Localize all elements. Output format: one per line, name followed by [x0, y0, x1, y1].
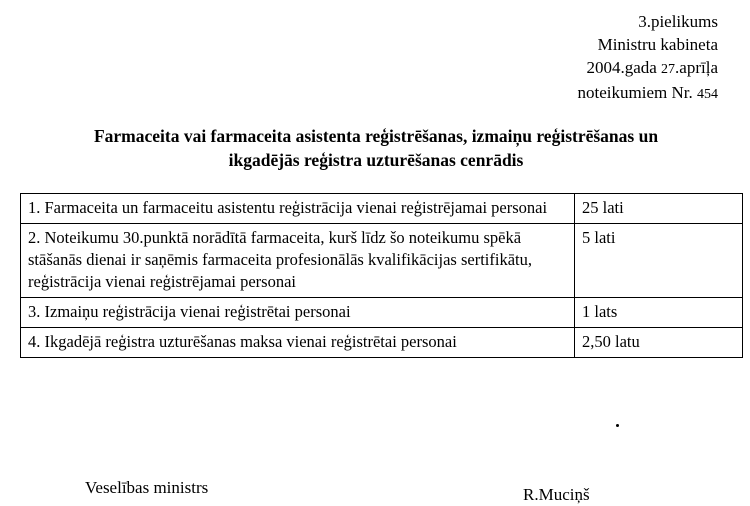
table-cell-description: 2. Noteikumu 30.punktā norādītā farmaceita, kurš līdz šo noteikumu spēkā stāšanās dienai ir saņēmis farmaceita profesionālās kvalifikācijas sertifikātu, reģistrācija vienai reģistrējamai personai: [21, 224, 575, 298]
page-title-line-2: ikgadējās reģistra uzturēšanas cenrādis: [228, 150, 524, 170]
price-table: [20, 193, 743, 358]
table-cell-description: 1. Farmaceita un farmaceitu asistentu reģistrācija vienai reģistrējamai personai: [21, 194, 575, 224]
header-day: 27: [661, 62, 676, 77]
table-row: [21, 224, 743, 298]
table-row: [21, 194, 743, 224]
table-cell-amount: 5 lati: [575, 224, 743, 298]
table-cell-amount: 25 lati: [575, 194, 743, 224]
stray-ink-mark: [616, 424, 619, 427]
header-regulation-number: 454: [697, 87, 718, 102]
table-cell-amount: 1 lats: [575, 298, 743, 328]
document-header: [578, 10, 718, 106]
header-line-attachment: 3.pielikums: [638, 12, 718, 31]
page-title-line-1: Farmaceita vai farmaceita asistenta reģistrēšanas, izmaiņu reģistrēšanas un: [93, 126, 659, 146]
header-line-cabinet: Ministru kabineta: [597, 35, 718, 54]
header-month: .aprīļa: [675, 58, 718, 77]
header-year: 2004.gada: [586, 58, 657, 77]
signature-title: Veselības ministrs: [85, 478, 209, 497]
signature-name: R.Muciņš: [523, 485, 590, 504]
header-line-date: [578, 56, 718, 81]
header-regulation-label: noteikumiem Nr.: [577, 83, 693, 102]
table-cell-description: 4. Ikgadējā reģistra uzturēšanas maksa vienai reģistrētai personai: [21, 328, 575, 358]
page-title: [20, 124, 732, 172]
table-cell-description: 3. Izmaiņu reģistrācija vienai reģistrētai personai: [21, 298, 575, 328]
header-line-regulation: [578, 81, 718, 106]
table-row: [21, 328, 743, 358]
table-cell-amount: 2,50 latu: [575, 328, 743, 358]
table-row: [21, 298, 743, 328]
